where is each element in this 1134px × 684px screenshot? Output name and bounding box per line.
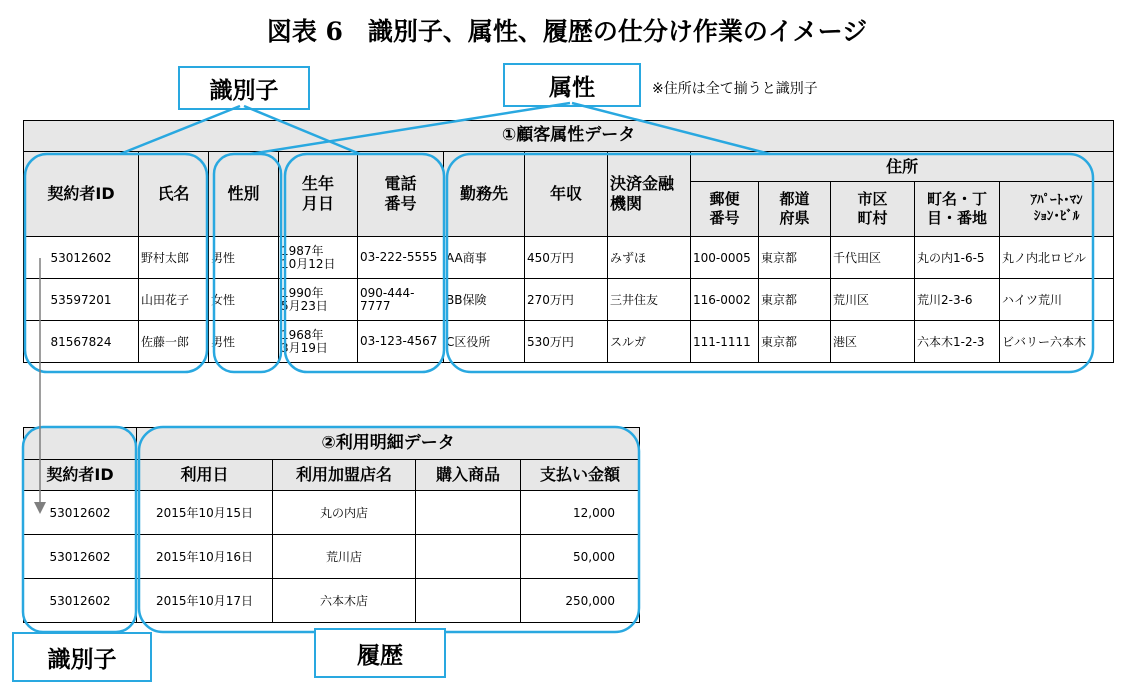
cell-bank: スルガ [608, 321, 691, 363]
header-income: 年収 [525, 152, 608, 237]
header-bank: 決済金融 機関 [608, 152, 691, 237]
cell-prefecture: 東京都 [759, 279, 831, 321]
cell-bank: みずほ [608, 237, 691, 279]
header-city: 市区 町村 [831, 182, 915, 237]
cell-gender: 男性 [209, 237, 279, 279]
header-gender: 性別 [209, 152, 279, 237]
usage-header-contract-id: 契約者ID [24, 460, 137, 491]
usage-header-item: 購入商品 [416, 460, 521, 491]
cell-birthdate: 1987年 10月12日 [279, 237, 358, 279]
cell-name: 山田花子 [139, 279, 209, 321]
header-contract-id: 契約者ID [24, 152, 139, 237]
header-birthdate: 生年 月日 [279, 152, 358, 237]
identifier-connector-left [120, 106, 240, 154]
cell-contract-id: 53012602 [24, 237, 139, 279]
birth-phone-outline [285, 154, 444, 372]
header-prefecture: 都道 府県 [759, 182, 831, 237]
header-phone: 電話 番号 [358, 152, 444, 237]
cell-city: 港区 [831, 321, 915, 363]
header-zip: 郵便 番号 [691, 182, 759, 237]
cell-workplace: BB保険 [444, 279, 525, 321]
usage-cell-contract-id: 53012602 [24, 535, 137, 579]
usage-cell-contract-id: 53012602 [24, 491, 137, 535]
cell-town: 荒川2-3-6 [915, 279, 1000, 321]
usage-cell-amount: 12,000 [521, 491, 640, 535]
usage-cell-store: 荒川店 [273, 535, 416, 579]
usage-cell-amount: 250,000 [521, 579, 640, 623]
cell-zip: 100-0005 [691, 237, 759, 279]
identifier-label-bottom: 識別子 [12, 632, 152, 682]
cell-prefecture: 東京都 [759, 237, 831, 279]
cell-income: 450万円 [525, 237, 608, 279]
cell-income: 270万円 [525, 279, 608, 321]
cell-workplace: AA商事 [444, 237, 525, 279]
identifier-outline-customer [25, 154, 207, 372]
identifier-label-top: 識別子 [178, 66, 310, 110]
cell-zip: 116-0002 [691, 279, 759, 321]
cell-name: 野村太郎 [139, 237, 209, 279]
usage-table-caption: ②利用明細データ [137, 428, 640, 460]
usage-cell-date: 2015年10月16日 [137, 535, 273, 579]
cell-city: 千代田区 [831, 237, 915, 279]
cell-city: 荒川区 [831, 279, 915, 321]
cell-workplace: C区役所 [444, 321, 525, 363]
cell-name: 佐藤一郎 [139, 321, 209, 363]
cell-prefecture: 東京都 [759, 321, 831, 363]
cell-gender: 男性 [209, 321, 279, 363]
link-arrow-head [34, 502, 46, 514]
cell-income: 530万円 [525, 321, 608, 363]
usage-cell-store: 丸の内店 [273, 491, 416, 535]
usage-cell-store: 六本木店 [273, 579, 416, 623]
usage-cell-contract-id: 53012602 [24, 579, 137, 623]
cell-town: 丸の内1-6-5 [915, 237, 1000, 279]
cell-birthdate: 1990年 5月23日 [279, 279, 358, 321]
history-label: 履歴 [314, 628, 446, 678]
usage-cell-date: 2015年10月15日 [137, 491, 273, 535]
gender-outline [214, 154, 281, 372]
address-note: ※住所は全て揃うと識別子 [652, 81, 818, 97]
cell-town: 六本木1-2-3 [915, 321, 1000, 363]
attribute-label: 属性 [503, 63, 641, 107]
cell-contract-id: 81567824 [24, 321, 139, 363]
cell-building: ビバリー六本木 [1000, 321, 1114, 363]
history-outline [139, 427, 639, 632]
header-workplace: 勤務先 [444, 152, 525, 237]
usage-cell-amount: 50,000 [521, 535, 640, 579]
cell-phone: 090-444- 7777 [358, 279, 444, 321]
customer-table-caption: ①顧客属性データ [24, 121, 1114, 152]
cell-phone: 03-222-5555 [358, 237, 444, 279]
header-town: 町名・丁 目・番地 [915, 182, 1000, 237]
figure-title: 図表 6 識別子、属性、履歴の仕分け作業のイメージ [266, 17, 868, 46]
cell-gender: 女性 [209, 279, 279, 321]
usage-header-date: 利用日 [137, 460, 273, 491]
cell-zip: 111-1111 [691, 321, 759, 363]
cell-birthdate: 1968年 3月19日 [279, 321, 358, 363]
cell-building: 丸ノ内北ロビル [1000, 237, 1114, 279]
header-building: ｱﾊﾟｰﾄ･ﾏﾝ ｼｮﾝ･ﾋﾞﾙ [1000, 182, 1114, 237]
cell-bank: 三井住友 [608, 279, 691, 321]
cell-contract-id: 53597201 [24, 279, 139, 321]
attribute-connector-address [572, 103, 770, 154]
header-name: 氏名 [139, 152, 209, 237]
usage-cell-date: 2015年10月17日 [137, 579, 273, 623]
cell-phone: 03-123-4567 [358, 321, 444, 363]
usage-header-amount: 支払い金額 [521, 460, 640, 491]
usage-header-store: 利用加盟店名 [273, 460, 416, 491]
address-outline [447, 154, 1093, 372]
header-address-group: 住所 [691, 152, 1114, 182]
cell-building: ハイツ荒川 [1000, 279, 1114, 321]
